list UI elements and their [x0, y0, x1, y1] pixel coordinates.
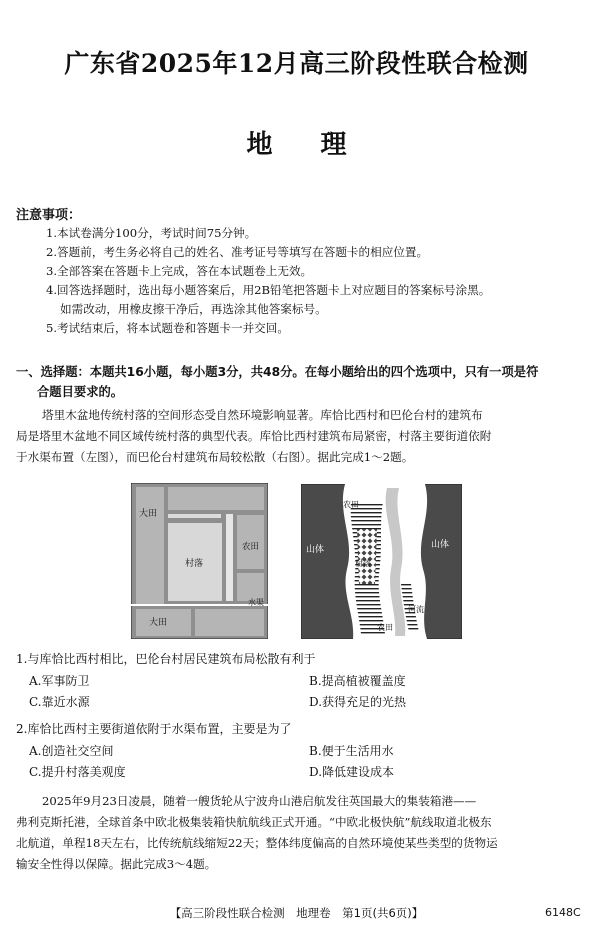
question-stem: 1.与库恰比西村相比，巴伦台村居民建筑布局松散有利于 — [16, 652, 316, 666]
label-mountain-right: 山体 — [431, 540, 450, 550]
passage-line: 弗利克斯托港，全球首条中欧北极集装箱快航航线正式开通。“中欧北极快航”航线取道北极东 — [16, 815, 492, 829]
passage-line: 于水渠布置（左图），而巴伦台村建筑布局较松散（右图）。据此完成1～2题。 — [16, 450, 414, 464]
passage-line: 塔里木盆地传统村落的空间形态受自然环境影响显著。库恰比西村和巴伦台村的建筑布 — [42, 408, 483, 422]
option-c: C.靠近水源 — [29, 695, 90, 709]
section-heading-line: 一、选择题：本题共16小题，每小题3分，共48分。在每小题给出的四个选项中，只有一项是符 — [16, 365, 539, 379]
label-farmland: 农田 — [242, 542, 260, 552]
notice-item: 5.考试结束后，将本试题卷和答题卡一并交回。 — [46, 321, 289, 335]
label-village: 村落 — [185, 559, 204, 569]
label-field-bottom: 大田 — [149, 618, 168, 628]
option-a: A.创造社交空间 — [29, 743, 114, 758]
option-c: C.提升村落美观度 — [29, 765, 126, 779]
label-village: 村落 — [355, 559, 371, 568]
label-farmland-bottom: 农田 — [377, 623, 393, 632]
section-heading-line: 合题目要求的。 — [37, 385, 124, 399]
option-d: D.获得充足的光热 — [309, 695, 407, 709]
notice-list — [46, 224, 586, 338]
page-footer: 【高三阶段性联合检测 地理卷 第1页(共6页)】 — [169, 906, 424, 920]
label-channel: 水渠 — [248, 598, 264, 607]
passage-line: 2025年9月23日凌晨，随着一艘货轮从宁波舟山港启航发往英国最大的集装箱港—— — [42, 794, 477, 808]
notice-item: 2.答题前，考生务必将自己的姓名、准考证号等填写在答题卡的相应位置。 — [46, 245, 429, 259]
notice-item-continuation: 如需改动，用橡皮擦干净后，再选涂其他答案标号。 — [60, 302, 327, 316]
passage-1 — [16, 405, 582, 468]
subject-title: 地理 — [246, 130, 395, 160]
label-farmland-top: 农田 — [343, 500, 359, 509]
option-b: B.提高植被覆盖度 — [309, 673, 406, 688]
notice-item: 4.回答选择题时，选出每小题答案后，用2B铅笔把答题卡上对应题目的答案标号涂黑。 — [46, 283, 491, 297]
left-village-map — [131, 483, 268, 639]
label-field-top-left: 大田 — [139, 509, 158, 519]
passage-line: 北航道，单程18天左右，比传统航线缩短22天；整体纬度偏高的自然环境使某些类型的货物运 — [16, 836, 498, 850]
question-2 — [16, 719, 576, 784]
question-1 — [16, 649, 576, 714]
passage-line: 局是塔里木盆地不同区域传统村落的典型代表。库恰比西村建筑布局紧密，村落主要街道依附 — [16, 429, 492, 443]
option-a: A.军事防卫 — [29, 673, 90, 688]
notice-heading: 注意事项： — [16, 208, 82, 223]
passage-2 — [16, 791, 582, 875]
right-village-map — [301, 484, 462, 639]
option-b: B.便于生活用水 — [309, 743, 394, 758]
notice-item: 3.全部答案在答题卡上完成，答在本试题卷上无效。 — [46, 264, 313, 278]
option-d: D.降低建设成本 — [309, 765, 395, 779]
label-river: 河流 — [408, 605, 424, 614]
passage-line: 输安全性得以保障。据此完成3～4题。 — [16, 857, 217, 871]
section-heading — [16, 362, 582, 402]
exam-title: 广东省2025年12月高三阶段性联合检测 — [64, 49, 529, 78]
label-mountain-left: 山体 — [306, 545, 325, 555]
paper-code: 6148C — [545, 906, 581, 919]
notice-item: 1.本试卷满分100分，考试时间75分钟。 — [46, 226, 257, 240]
question-stem: 2.库恰比西村主要街道依附于水渠布置，主要是为了 — [16, 722, 292, 736]
